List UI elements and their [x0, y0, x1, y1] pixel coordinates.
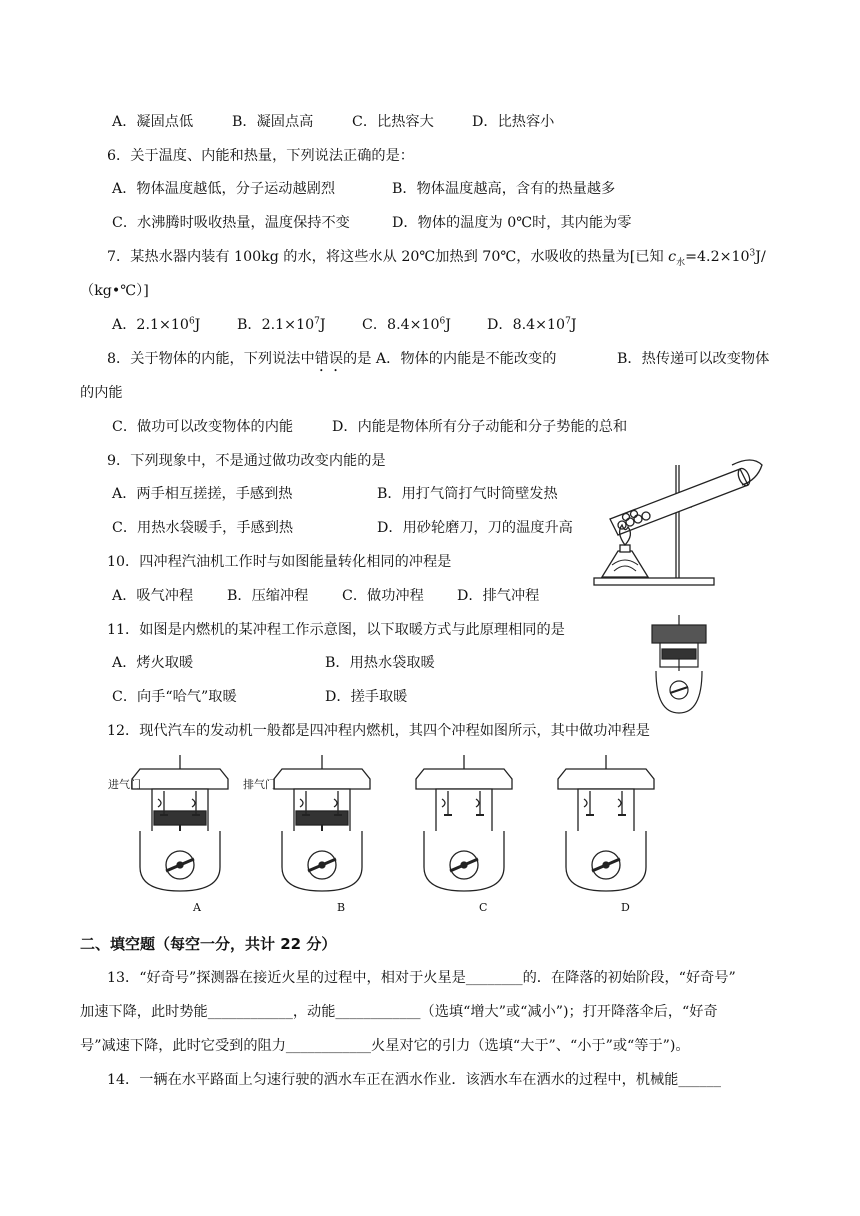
- q13-line3: 号”减速下降，此时它受到的阻力____________火星对它的引力（选填“大于”、“小于”或“等于”)。: [80, 1038, 690, 1054]
- engine-label-b: B: [337, 901, 346, 914]
- q8-stem: 8．关于物体的内能，下列说法中错误的是 A．物体的内能是不能改变的: [107, 351, 557, 367]
- q6-option-c: C．水沸腾时吸收热量，温度保持不变: [112, 215, 350, 231]
- engine-label-c: C: [479, 901, 488, 914]
- q6-stem: 6．关于温度、内能和热量，下列说法正确的是：: [107, 148, 414, 164]
- four-stroke-engines-figure: [100, 755, 660, 895]
- q9-option-b: B．用打气筒打气时筒壁发热: [377, 486, 558, 502]
- q8-option-c: C．做功可以改变物体的内能: [112, 419, 294, 435]
- q11-option-a: A．烤火取暖: [112, 655, 194, 671]
- q5-option-d: D．比热容小: [472, 114, 555, 130]
- engine-label-a: A: [193, 901, 201, 914]
- engine-cylinder-d: [558, 755, 654, 891]
- q11-stem: 11．如图是内燃机的某冲程工作示意图，以下取暖方式与此原理相同的是: [107, 622, 565, 638]
- q13-line2: 加速下降，此时势能____________，动能____________（选填“增大”或“减小”)；打开降落伞后，“好奇: [80, 1004, 718, 1020]
- q5-option-c: C．比热容大: [352, 114, 434, 130]
- exhaust-valve-label: 排气门: [243, 778, 276, 791]
- q6-option-a: A．物体温度越低，分子运动越剧烈: [112, 181, 336, 197]
- engine-cylinder-b: [274, 755, 370, 891]
- q9-option-d: D．用砂轮磨刀，刀的温度升高: [377, 520, 573, 536]
- q7-stem-line2: （kg•℃）]: [80, 283, 149, 299]
- q8-option-b: B．热传递可以改变物体: [617, 351, 770, 367]
- q6-option-d: D．物体的温度为 0℃时，其内能为零: [392, 215, 632, 231]
- q12-stem: 12．现代汽车的发动机一般都是四冲程内燃机，其四个冲程如图所示，其中做功冲程是: [107, 723, 650, 739]
- q14-line1: 14．一辆在水平路面上匀速行驶的洒水车正在洒水作业．该洒水车在洒水的过程中，机械能______: [107, 1072, 721, 1088]
- q11-option-c: C．向手“哈气”取暖: [112, 689, 237, 705]
- q7-option-d: D．$8.4\times 10^7J$: [487, 316, 577, 333]
- q10-option-a: A．吸气冲程: [112, 588, 194, 604]
- q10-option-d: D．排气冲程: [457, 588, 540, 604]
- q9-option-a: A．两手相互搓搓，手感到热: [112, 486, 293, 502]
- q7-option-a: A．$2.1\times 10^6J$: [112, 316, 201, 333]
- q9-option-c: C．用热水袋暖手，手感到热: [112, 520, 294, 536]
- q11-option-d: D．搓手取暖: [325, 689, 408, 705]
- engine-cylinder-a: [132, 755, 228, 891]
- engine-cylinder-c: [416, 755, 512, 891]
- q11-option-b: B．用热水袋取暖: [325, 655, 435, 671]
- intake-valve-label: 进气门: [108, 778, 141, 791]
- q10-stem: 10．四冲程汽油机工作时与如图能量转化相同的冲程是: [107, 554, 452, 570]
- section-2-heading: 二、填空题（每空一分，共计 22 分）: [80, 935, 337, 953]
- q5-option-b: B．凝固点高: [232, 114, 314, 130]
- q5-option-a: A．凝固点低: [112, 114, 194, 130]
- engine-stroke-figure-q11: [648, 615, 710, 715]
- q7-option-c: C．$8.4\times 10^6J$: [362, 316, 451, 333]
- q13-line1: 13．“好奇号”探测器在接近火星的过程中，相对于火星是________的．在降落的初始阶段，“好奇号”: [107, 970, 736, 986]
- q10-option-b: B．压缩冲程: [227, 588, 309, 604]
- engine-label-d: D: [621, 901, 630, 914]
- q9-stem: 9．下列现象中，不是通过做功改变内能的是: [107, 453, 386, 469]
- q7-stem: 7．某热水器内装有 100kg 的水，将这些水从 20℃加热到 70℃，水吸收的热量为[已知 $c_水=4.2\times 10^3J/$: [107, 248, 766, 268]
- q6-option-b: B．物体温度越高，含有的热量越多: [392, 181, 616, 197]
- q8-option-d: D．内能是物体所有分子动能和分子势能的总和: [332, 419, 628, 435]
- q8-option-b-cont: 的内能: [80, 385, 123, 401]
- steam-tube-apparatus-figure: [592, 455, 767, 590]
- q10-option-c: C．做功冲程: [342, 588, 424, 604]
- q7-option-b: B．$2.1\times 10^7J$: [237, 316, 326, 333]
